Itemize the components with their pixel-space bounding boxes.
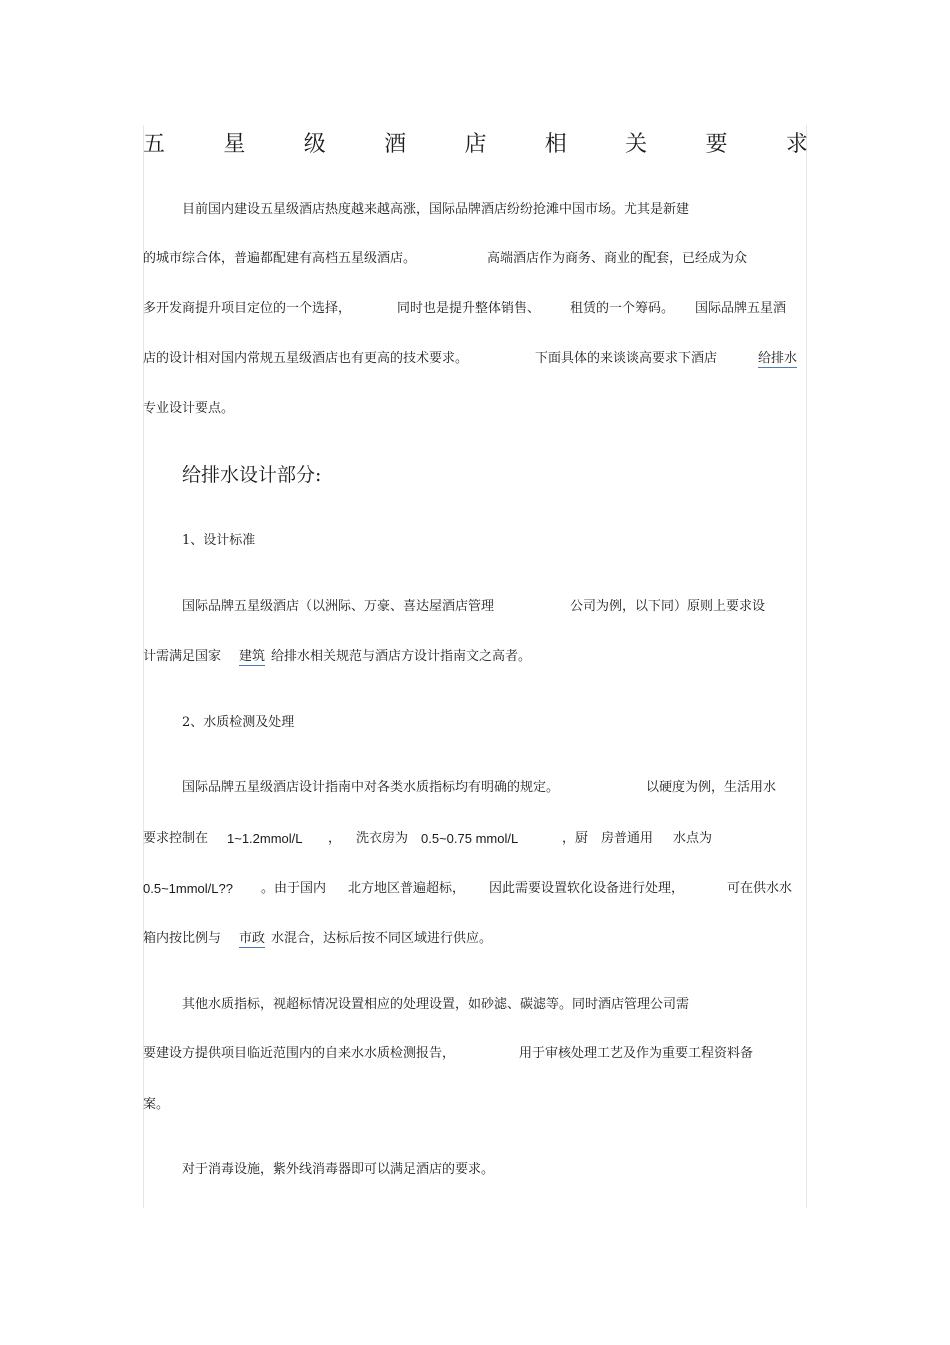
intro-line-2a: 的城市综合体，普遍都配建有高档五星级酒店。 [143, 251, 417, 266]
s2-p1-line-3a: 0.5~1mmol/L?? [143, 881, 233, 896]
right-margin-rule [806, 125, 807, 1208]
s2-p1-line-3c: 北方地区普遍超标， [348, 881, 466, 896]
intro-line-4a: 店的设计相对国内常规五星级酒店也有更高的技术要求。 [143, 351, 469, 366]
intro-line-5: 专业设计要点。 [143, 401, 235, 416]
s2-p1-line-3e: 可在供水水 [727, 881, 793, 896]
section-heading: 给排水设计部分: [182, 464, 322, 486]
title-char: 级 [303, 132, 326, 157]
link-shizheng[interactable] [239, 930, 265, 948]
s2-p1-line-2g: 房普通用 [601, 831, 654, 846]
s2-p1-line-2a: 要求控制在 [143, 831, 209, 846]
s2-p1-line-3d: 因此需要设置软化设备进行处理， [489, 881, 685, 896]
s2-p1-line-2d: 洗衣房为 [356, 831, 409, 846]
s1-heading: 1、设计标准 [182, 533, 256, 548]
s2-p2-line-1: 其他水质指标，视超标情况设置相应的处理设置，如砂滤、碳滤等。同时酒店管理公司需 [182, 997, 690, 1012]
title-char: 酒 [384, 132, 407, 157]
s2-p1-line-3b: 。由于国内 [261, 881, 327, 896]
s2-p2-line-2a: 要建设方提供项目临近范围内的自来水水质检测报告， [143, 1046, 456, 1061]
intro-line-3b: 同时也是提升整体销售、 [397, 301, 541, 316]
document-title [143, 128, 808, 162]
intro-line-3d: 国际品牌五星酒 [695, 301, 787, 316]
title-char: 求 [785, 132, 808, 157]
title-char: 关 [625, 132, 648, 157]
s2-p1-line-2e: 0.5~0.75 mmol/L [421, 831, 519, 846]
title-char: 要 [705, 132, 728, 157]
intro-line-3c: 租赁的一个筹码。 [570, 301, 675, 316]
s2-p1-line-2h: 水点为 [673, 831, 713, 846]
title-char: 星 [223, 132, 246, 157]
s2-p2-line-3: 案。 [143, 1097, 170, 1112]
s2-p1-line-4a: 箱内按比例与 [143, 931, 222, 946]
s2-p1-line-4b: 水混合，达标后按不同区域进行供应。 [271, 931, 493, 946]
link-jianzhu[interactable] [239, 648, 265, 666]
s1-line-2a: 计需满足国家 [143, 649, 222, 664]
s2-heading: 2、水质检测及处理 [182, 715, 295, 730]
link-jipaishui[interactable] [758, 350, 797, 368]
link-jianzhu-text[interactable]: 建筑 [239, 649, 266, 664]
intro-line-1: 目前国内建设五星级酒店热度越来越高涨，国际品牌酒店纷纷抢滩中国市场。尤其是新建 [182, 202, 690, 217]
s1-line-1b: 公司为例，以下同）原则上要求设 [570, 599, 766, 614]
s2-p1-line-2c: ， [328, 831, 342, 846]
s1-line-2b: 给排水相关规范与酒店方设计指南文之高者。 [271, 649, 532, 664]
link-shizheng-text[interactable]: 市政 [239, 931, 266, 946]
intro-line-3a: 多开发商提升项目定位的一个选择， [143, 301, 352, 316]
s2-p1-line-2b: 1~1.2mmol/L [227, 831, 303, 846]
s2-p1-line-1b: 以硬度为例，生活用水 [646, 780, 777, 795]
intro-line-2b: 高端酒店作为商务、商业的配套，已经成为众 [487, 251, 748, 266]
link-jipaishui-text[interactable]: 给排水 [758, 351, 798, 366]
title-char: 五 [143, 132, 166, 157]
title-char: 店 [464, 132, 487, 157]
s2-p1-line-1a: 国际品牌五星级酒店设计指南中对各类水质指标均有明确的规定。 [182, 780, 560, 795]
s1-line-1a: 国际品牌五星级酒店（以洲际、万豪、喜达屋酒店管理 [182, 599, 495, 614]
title-char: 相 [544, 132, 567, 157]
s2-p1-line-2f: ，厨 [562, 831, 589, 846]
intro-line-4b: 下面具体的来谈谈高要求下酒店 [535, 351, 718, 366]
s2-p3-line-1: 对于消毒设施，紫外线消毒器即可以满足酒店的要求。 [182, 1162, 495, 1177]
s2-p2-line-2b: 用于审核处理工艺及作为重要工程资料备 [519, 1046, 754, 1061]
